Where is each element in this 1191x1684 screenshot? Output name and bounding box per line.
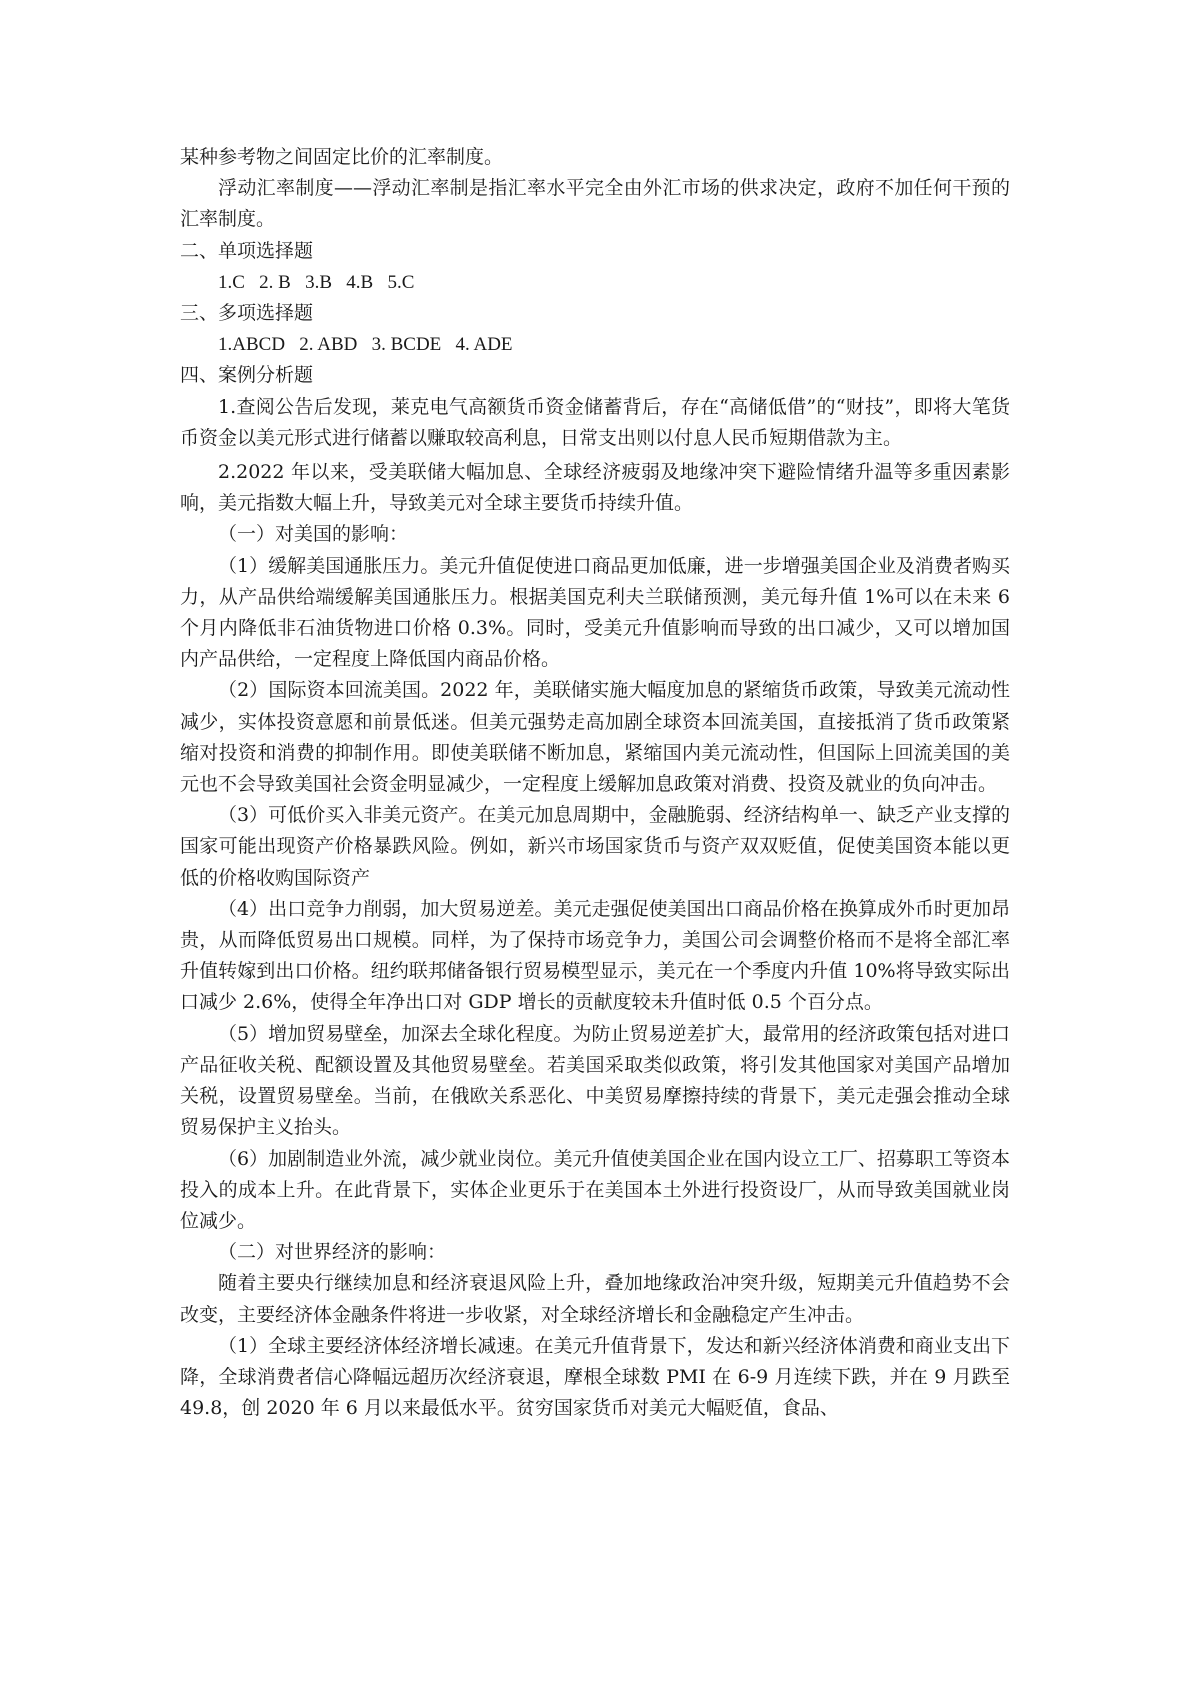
- us-impact-point-1: （1）缓解美国通胀压力。美元升值促使进口商品更加低廉，进一步增强美国企业及消费者购买力，从产品供给端缓解美国通胀压力。根据美国克利夫兰联储预测，美元每升值 1%可以在未来 6 个月内降低非石油货物进口价格 0.3%。同时，受美元升值影响而导致的出口减少，又可以增加国内产品供给，一定程度上降低国内商品价格。: [180, 554, 1010, 671]
- us-impact-point-3: （3）可低价买入非美元资产。在美元加息周期中，金融脆弱、经济结构单一、缺乏产业支撑的国家可能出现资产价格暴跌风险。例如，新兴市场国家货币与资产双双贬值，促使美国资本能以更低的价格收购国际资产: [180, 804, 1010, 889]
- us-impact-point-5: （5）增加贸易壁垒，加深去全球化程度。为防止贸易逆差扩大，最常用的经济政策包括对进口产品征收关税、配额设置及其他贸易壁垒。若美国采取类似政策，将引发其他国家对美国产品增加关税，设置贸易壁垒。当前，在俄欧关系恶化、中美贸易摩擦持续的背景下，美元走强会推动全球贸易保护主义抬头。: [180, 1022, 1010, 1139]
- section-heading-single-choice: 二、单项选择题: [180, 239, 314, 262]
- document-body: [180, 142, 1010, 1424]
- section-heading-multiple-choice: 三、多项选择题: [180, 302, 314, 325]
- us-impact-point-4: （4）出口竞争力削弱，加大贸易逆差。美元走强促使美国出口商品价格在换算成外币时更加昂贵，从而降低贸易出口规模。同样，为了保持市场竞争力，美国公司会调整价格而不是将全部汇率升值转嫁到出口价格。纽约联邦储备银行贸易模型显示，美元在一个季度内升值 10%将导致实际出口减少 2.6%，使得全年净出口对 GDP 增长的贡献度较未升值时低 0.5 个百分点。: [180, 897, 1010, 1014]
- case-answer-2-intro: 2.2022 年以来，受美联储大幅加息、全球经济疲弱及地缘冲突下避险情绪升温等多重因素影响，美元指数大幅上升，导致美元对全球主要货币持续升值。: [180, 461, 1010, 515]
- world-impact-point-1: （1）全球主要经济体经济增长减速。在美元升值背景下，发达和新兴经济体消费和商业支出下降，全球消费者信心降幅远超历次经济衰退，摩根全球数 PMI 在 6-9 月连续下跌，并在 9 月跌至 49.8，创 2020 年 6 月以来最低水平。贫穷国家货币对美元大幅贬值，食品、: [180, 1334, 1010, 1420]
- single-choice-answers: 1.C 2. B 3.B 4.B 5.C: [218, 271, 415, 293]
- floating-rate-definition: 浮动汇率制度——浮动汇率制是指汇率水平完全由外汇市场的供求决定，政府不加任何干预的汇率制度。: [180, 177, 1010, 231]
- case-answer-1: 1.查阅公告后发现，莱克电气高额货币资金储蓄背后，存在“高储低借”的“财技”，即将大笔货币资金以美元形式进行储蓄以赚取较高利息，日常支出则以付息人民币短期借款为主。: [180, 395, 1010, 449]
- continuation-line: 某种参考物之间固定比价的汇率制度。: [180, 146, 504, 168]
- us-impact-heading: （一）对美国的影响：: [218, 523, 409, 546]
- multiple-choice-answers: 1.ABCD 2. ABD 3. BCDE 4. ADE: [218, 334, 513, 356]
- section-heading-case-analysis: 四、案例分析题: [180, 364, 314, 387]
- world-impact-intro: 随着主要央行继续加息和经济衰退风险上升，叠加地缘政治冲突升级，短期美元升值趋势不会改变，主要经济体金融条件将进一步收紧，对全球经济增长和金融稳定产生冲击。: [180, 1272, 1010, 1326]
- us-impact-point-2: （2）国际资本回流美国。2022 年，美联储实施大幅度加息的紧缩货币政策，导致美元流动性减少，实体投资意愿和前景低迷。但美元强势走高加剧全球资本回流美国，直接抵消了货币政策紧缩对投资和消费的抑制作用。即使美联储不断加息，紧缩国内美元流动性，但国际上回流美国的美元也不会导致美国社会资金明显减少，一定程度上缓解加息政策对消费、投资及就业的负向冲击。: [180, 679, 1010, 796]
- us-impact-point-6: （6）加剧制造业外流，减少就业岗位。美元升值使美国企业在国内设立工厂、招募职工等资本投入的成本上升。在此背景下，实体企业更乐于在美国本土外进行投资设厂，从而导致美国就业岗位减少。: [180, 1147, 1010, 1232]
- world-impact-heading: （二）对世界经济的影响：: [218, 1241, 447, 1264]
